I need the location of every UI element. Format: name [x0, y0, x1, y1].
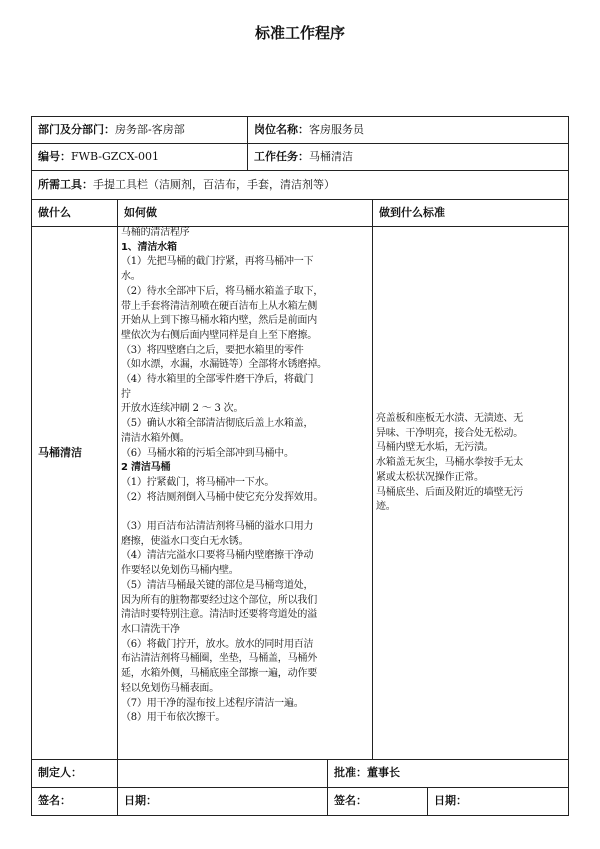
date-label: 日期： — [124, 794, 157, 807]
procedure-line: （5）确认水箱全部清洁彻底后盖上水箱盖， — [121, 418, 314, 430]
post-field — [254, 123, 364, 137]
procedure-line: （1）先把马桶的截门拧紧，再将马桶冲一下 — [121, 256, 314, 268]
procedure-line: （8）用干布依次擦干。 — [121, 712, 226, 724]
sign-label: 签名： — [38, 794, 71, 807]
code-value: FWB-GZCX-001 — [71, 150, 159, 163]
approve-field — [334, 766, 400, 780]
procedure-line: 清洁时要特别注意。清洁时还要将弯道处的溢 — [121, 609, 317, 621]
procedure-line: 壁依次为右侧后面内壁同样是自上至下磨擦。 — [121, 329, 317, 341]
standard-line: 异味、干净明亮，接合处无松动。 — [376, 427, 523, 439]
procedure-line: 水。 — [121, 271, 141, 283]
row-divider — [31, 170, 569, 171]
procedure-line: （3）将四壁磨白之后，要把水箱里的零件 — [121, 344, 304, 356]
procedure-line: （6）将截门拧开，放水。放水的同时用百洁 — [121, 638, 314, 650]
task-name-cell: 马桶清洁 — [38, 446, 82, 459]
standard-line: 马桶内壁无水垢，无污渍。 — [376, 442, 494, 454]
code-label: 编号： — [38, 150, 71, 163]
column-header-how: 如何做 — [124, 206, 157, 219]
approve-label: 批准： — [334, 766, 367, 779]
task-label: 工作任务： — [254, 150, 309, 163]
procedure-line: 拧 — [121, 388, 131, 400]
procedure-line: （2）待水全部冲下后，将马桶水箱盖子取下， — [121, 285, 324, 297]
col-divider — [427, 787, 428, 816]
procedure-line: （3）用百洁布沾清洁剂将马桶的溢水口用力 — [121, 521, 314, 533]
procedure-line: 延，水箱外侧，马桶底座全部擦一遍，动作要 — [121, 668, 317, 680]
row-divider — [31, 199, 569, 200]
approve-value: 董事长 — [367, 766, 400, 779]
procedure-line: 马桶的清洁程序 — [121, 227, 190, 238]
row-divider — [31, 143, 569, 144]
standard-line: 紧或太松状况操作正常。 — [376, 471, 484, 483]
procedure-line: 轻以免划伤马桶表面。 — [121, 682, 219, 694]
department-label: 部门及分部门： — [38, 123, 115, 136]
procedure-heading: 1、清洁水箱 — [121, 241, 177, 253]
procedure-line: （如水漂，水漏，水漏链等）全部将水锈磨掉。 — [121, 359, 327, 371]
column-header-what: 做什么 — [38, 206, 71, 219]
date-label: 日期： — [434, 794, 467, 807]
procedure-line: 清洁水箱外侧。 — [121, 432, 190, 444]
standard-line: 迹。 — [376, 501, 396, 513]
post-value: 客房服务员 — [309, 123, 364, 136]
sign-label: 签名： — [334, 794, 367, 807]
procedure-line: （5）清洁马桶最关键的部位是马桶弯道处， — [121, 579, 314, 591]
procedure-heading: 2 清洁马桶 — [121, 462, 171, 474]
code-field — [38, 150, 159, 164]
standard-line: 马桶底坐、后面及附近的墙壁无污 — [376, 486, 523, 498]
procedure-line: （4）清洁完溢水口要将马桶内壁磨擦干净动 — [121, 550, 314, 562]
col-divider — [117, 199, 118, 816]
col-divider — [247, 116, 248, 170]
procedure-line: 带上手套将清洁剂喷在硬百洁布上从水箱左侧 — [121, 300, 317, 312]
row-divider — [31, 759, 569, 760]
procedure-line: 开始从上到下擦马桶水箱内壁，然后是前面内 — [121, 315, 317, 327]
department-field — [38, 123, 185, 137]
procedure-line: 水口清洗干净 — [121, 623, 180, 635]
procedure-line: 磨擦，使溢水口变白无水锈。 — [121, 535, 249, 547]
standard-line: 亮盖板和座板无水渍、无渍迹、无 — [376, 413, 523, 424]
procedure-line: 开放水连续冲刷 2 ～ 3 次。 — [121, 403, 244, 415]
page-title: 标准工作程序 — [254, 24, 345, 42]
task-field — [254, 150, 353, 164]
col-divider — [372, 199, 373, 759]
maker-label: 制定人： — [38, 766, 82, 779]
post-label: 岗位名称： — [254, 123, 309, 136]
procedure-line — [121, 505, 371, 520]
tools-label: 所需工具： — [38, 178, 93, 191]
standard-list — [376, 412, 568, 515]
procedure-line: （2）将洁厕剂倒入马桶中使它充分发挥效用。 — [121, 491, 324, 503]
task-value: 马桶清洁 — [309, 150, 353, 163]
department-value: 房务部-客房部 — [115, 123, 185, 136]
procedure-line: （6）马桶水箱的污垢全部冲到马桶中。 — [121, 447, 294, 459]
tools-value: 手提工具栏（洁厕剂，百洁布，手套，清洁剂等） — [93, 178, 335, 191]
procedure-line: （7）用干净的湿布按上述程序清洁一遍。 — [121, 697, 304, 709]
column-header-standard: 做到什么标准 — [379, 206, 445, 219]
procedure-line: 布沾清洁剂将马桶圈，坐垫，马桶盖，马桶外 — [121, 653, 317, 665]
procedure-steps — [121, 226, 371, 726]
col-divider — [327, 759, 328, 816]
row-divider — [31, 787, 569, 788]
procedure-line: （4）待水箱里的全部零件磨干净后，将截门 — [121, 374, 314, 386]
tools-field — [38, 178, 335, 192]
standard-line: 水箱盖无灰尘，马桶水拳按手无太 — [376, 457, 523, 469]
procedure-line: 作要轻以免划伤马桶内壁。 — [121, 565, 239, 577]
procedure-line: （1）拧紧截门，将马桶冲一下水。 — [121, 476, 275, 488]
procedure-line: 因为所有的脏物都要经过这个部位，所以我们 — [121, 594, 317, 606]
